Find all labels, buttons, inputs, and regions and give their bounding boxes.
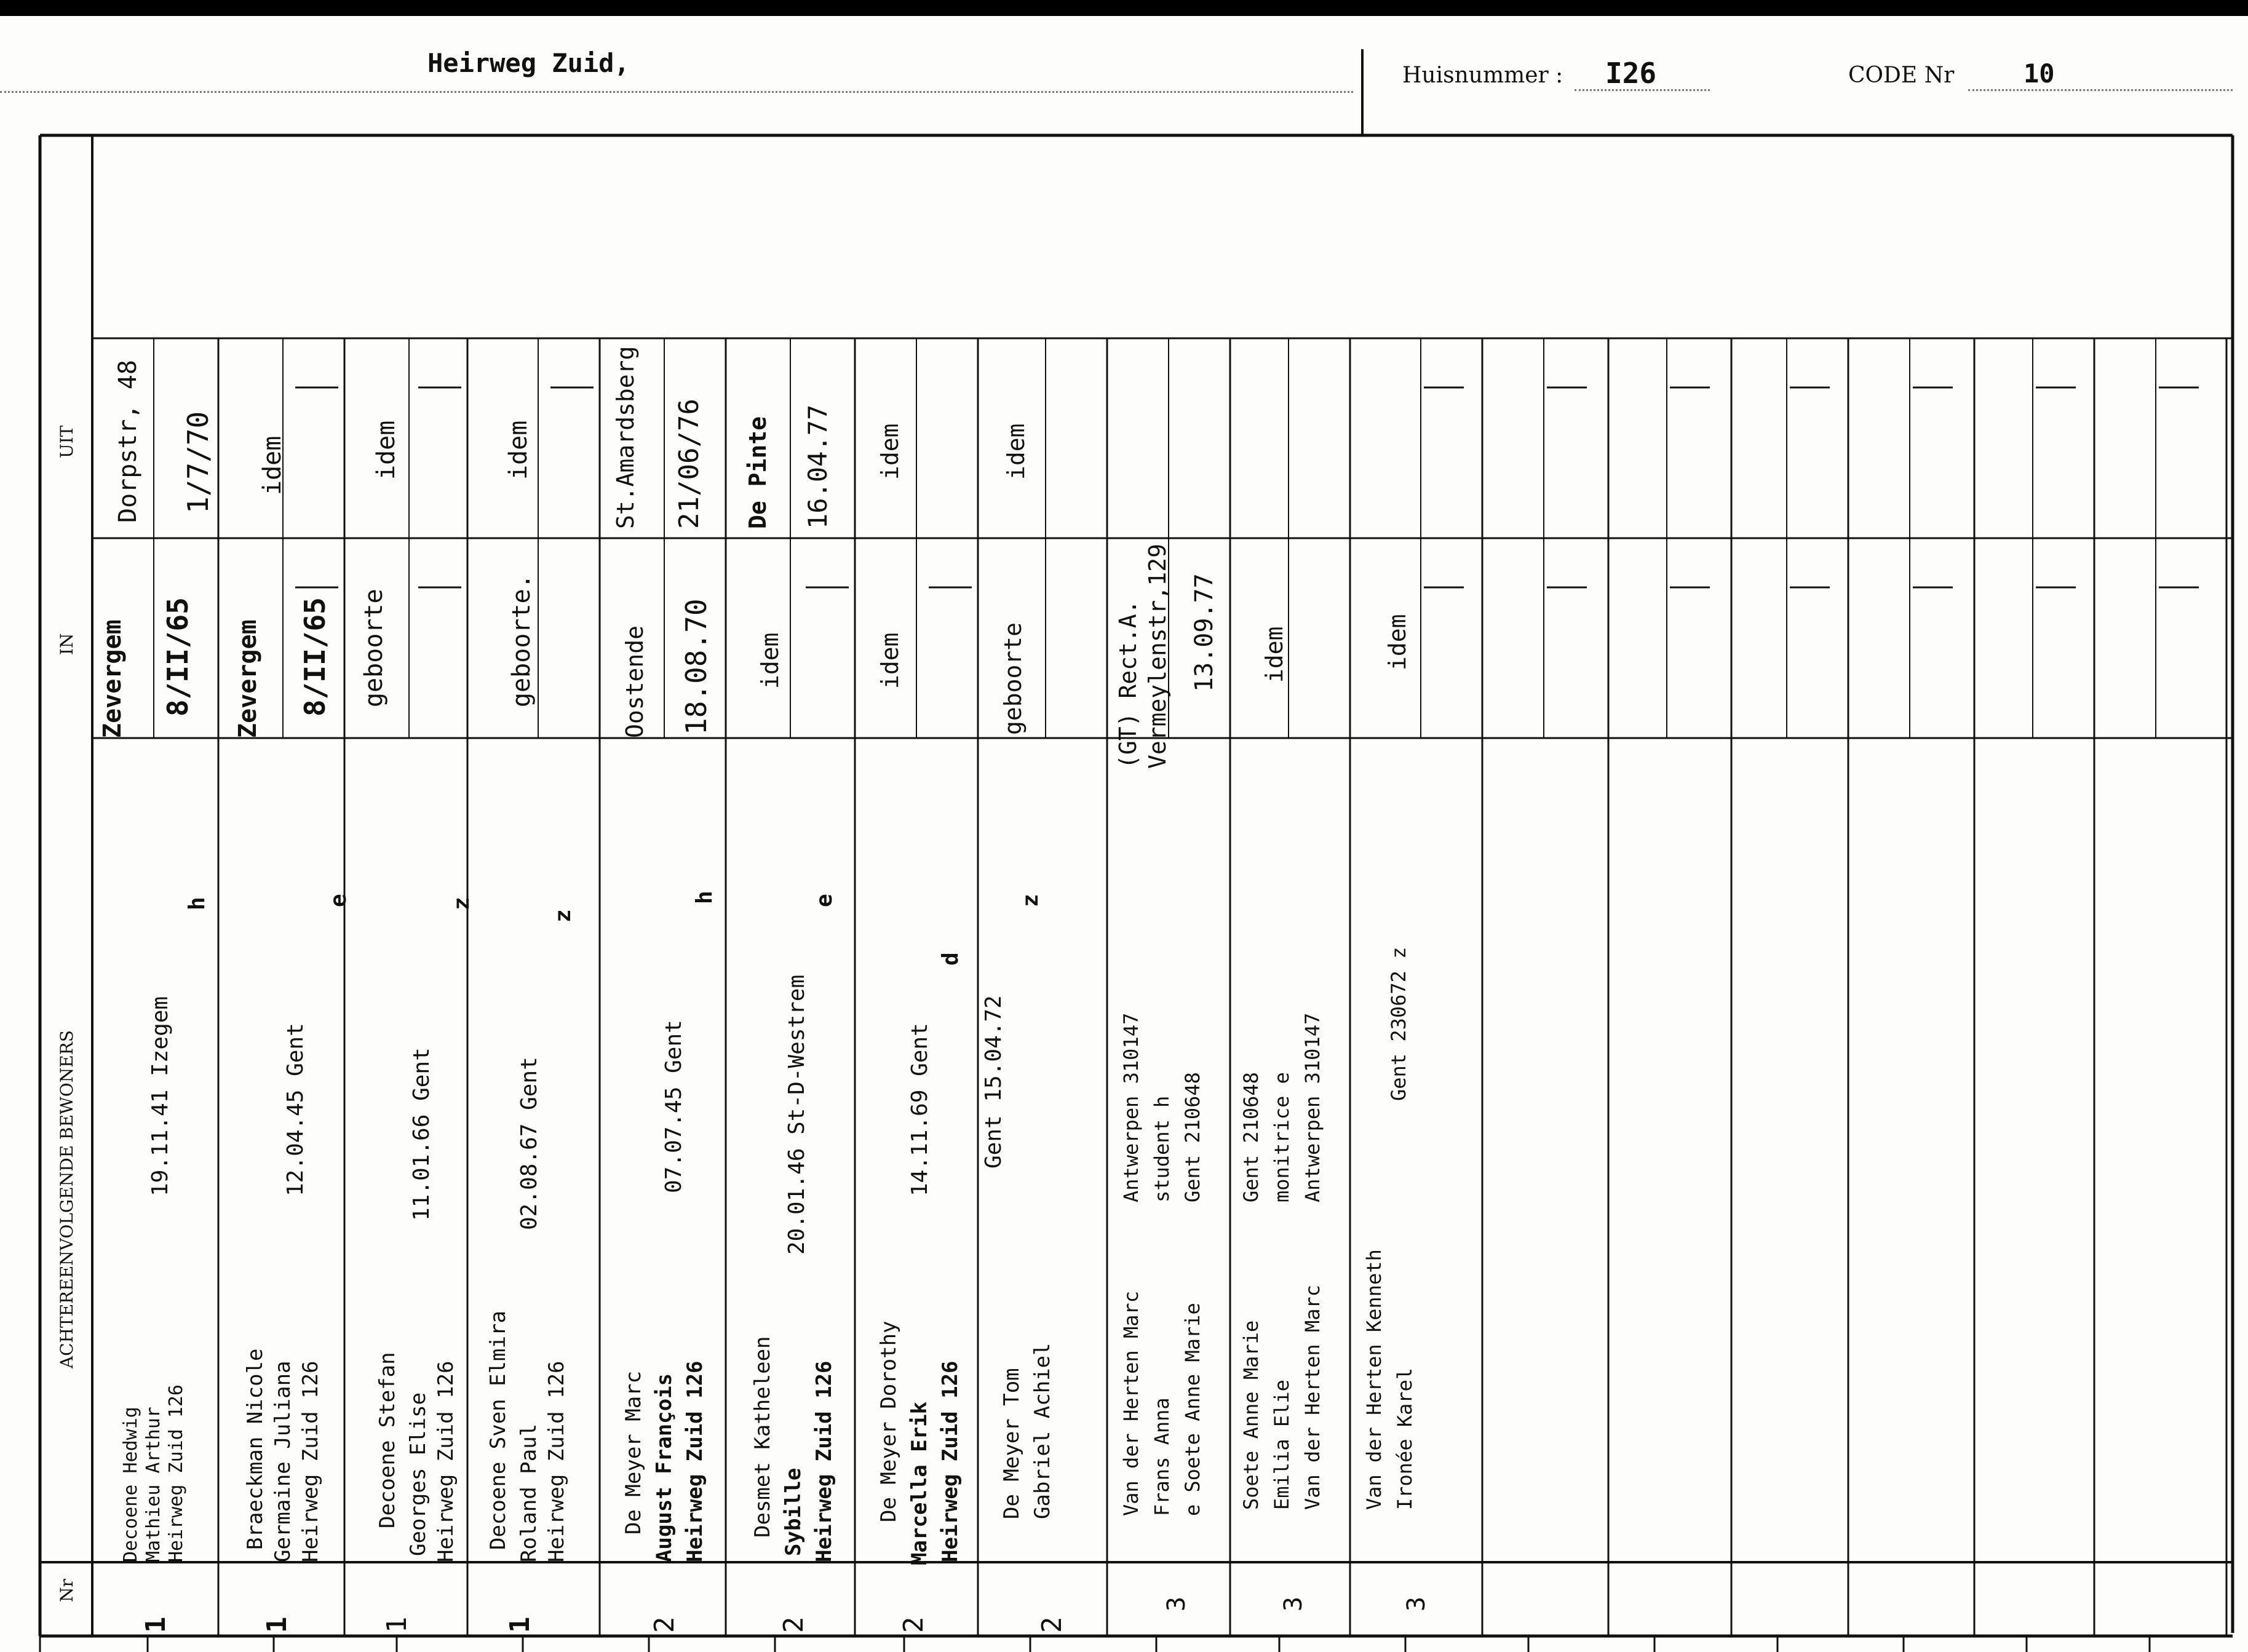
street-title: Heirweg Zuid, [427,48,630,78]
resident-name-line: e Soete Anne Marie [1181,1303,1204,1516]
entry-nr: 1 [140,1616,172,1633]
birth-info: 07.07.45 Gent [661,1020,686,1193]
resident-name-line: Marcella Erik [907,1401,932,1565]
resident-detail-line: Gent 210648 [1181,1072,1204,1202]
out-place: St.Amardsberg [612,346,639,529]
resident-detail-line: Gent 230672 z [1387,947,1410,1101]
out-date: 16.04.77 [803,404,833,529]
resident-name-line: Braeckman Nicole [243,1348,268,1550]
code-label: CODE Nr [1848,63,1955,88]
resident-name-line: Van der Herten Marc [1301,1284,1324,1510]
resident-name-line: Decoene Sven Elmira [486,1311,510,1550]
uit-row-label: UIT [57,425,77,458]
out-place: idem [372,420,400,480]
out-place: idem [1003,423,1030,480]
resident-name-line: Gabriel Achiel [1030,1343,1055,1519]
resident-name-line: Germaine Juliana [271,1360,295,1562]
entry-nr: 2 [1036,1616,1068,1633]
in-place: Zevergem [234,619,262,738]
entry-nr: 2 [898,1616,929,1633]
in-place: (GT) Rect.A. Vermeylenstr,129 [1114,543,1171,769]
entry-nr: 1 [504,1616,536,1633]
resident-address-line: Heirweg Zuid 126 [812,1360,836,1562]
resident-address-line: Heirweg Zuid 126 [938,1360,963,1562]
resident-name-line: Georges Elise [406,1392,431,1556]
resident-name-line: Sybille [781,1467,806,1556]
code-value: 10 [2024,58,2055,89]
house-number-value: I26 [1605,57,1657,90]
family-role-code: h [692,891,717,904]
out-place: idem [258,435,287,495]
in-place: Oostende [621,625,648,738]
resident-address-line: Heirweg Zuid 126 [544,1360,569,1562]
birth-info: 20.01.46 St-D-Westrem [784,974,809,1255]
in-place: geboorte. [507,574,536,707]
entry-nr: 3 [1402,1596,1431,1611]
resident-name-line: Emilia Elie [1270,1380,1293,1510]
out-place: De Pinte [744,416,771,529]
family-role-code: z [1018,894,1043,907]
resident-address-line: Heirweg Zuid 126 [165,1384,187,1562]
resident-detail-line: monitrice e [1270,1072,1293,1202]
in-place: idem [876,632,904,689]
in-place: idem [757,632,784,689]
birth-info: 11.01.66 Gent [409,1047,434,1221]
out-place: idem [504,420,533,480]
resident-name-line: Mathieu Arthur [143,1407,164,1562]
resident-name-line: De Meyer Dorothy [876,1320,901,1522]
in-date: 8/II/65 [161,597,194,717]
resident-name-line: Van der Herten Kenneth [1362,1249,1386,1510]
birth-info: Gent 15.04.72 [981,995,1006,1169]
in-place: idem [1261,626,1288,683]
in-place: Zevergem [98,619,127,738]
nr-row-label: Nr [57,1579,77,1602]
resident-address-line: Heirweg Zuid 126 [434,1360,458,1562]
entry-nr: 2 [778,1616,809,1633]
in-place: idem [1384,614,1411,670]
family-role-code: d [938,952,963,966]
residents-row-label: ACHTEREENVOLGENDE BEWONERS [57,1030,77,1368]
resident-name-line: August François [652,1373,677,1562]
resident-name-line: Roland Paul [517,1423,541,1562]
resident-name-line: Frans Anna [1150,1397,1174,1516]
resident-address-line: Heirweg Zuid 126 [683,1360,707,1562]
entry-nr: 2 [649,1616,680,1633]
in-row-label: IN [57,633,77,655]
house-number-label: Huisnummer : [1402,63,1563,88]
in-date: 18.08.70 [680,598,713,735]
birth-info: 14.11.69 Gent [907,1023,932,1196]
family-role-code: e [812,894,837,907]
birth-info: 19.11.41 Izegem [148,996,173,1196]
entry-nr: 3 [1279,1596,1308,1611]
resident-detail-line: Antwerpen 310147 [1301,1012,1324,1202]
out-place: idem [876,423,904,480]
family-role-code: e [326,894,351,907]
resident-name-line: De Meyer Tom [999,1368,1024,1519]
family-role-code: h [185,897,210,910]
resident-address-line: Heirweg Zuid 126 [298,1360,323,1562]
family-role-code: z [449,897,474,910]
resident-detail-line: student h [1150,1095,1174,1202]
entry-nr: 3 [1162,1596,1191,1611]
out-date: 1/7/70 [181,411,215,514]
resident-name-line: Ironée Karel [1393,1367,1416,1510]
resident-name-line: Decoene Stefan [375,1352,400,1528]
resident-name-line: De Meyer Marc [621,1370,646,1535]
resident-name-line: Van der Herten Marc [1119,1290,1143,1516]
resident-name-line: Decoene Hedwig [120,1407,141,1562]
birth-info: 12.04.45 Gent [283,1023,308,1196]
out-date: 21/06/76 [673,399,705,529]
out-place: Dorpstr, 48 [114,360,142,523]
in-place: geboorte [999,622,1027,735]
family-role-code: z [550,909,576,923]
birth-info: 02.08.67 Gent [517,1057,542,1230]
in-place: geboorte [360,589,388,707]
resident-name-line: Desmet Katheleen [750,1336,775,1538]
in-date: 8/II/65 [298,597,332,717]
resident-detail-line: Antwerpen 310147 [1119,1012,1143,1202]
in-date: 13.09.77 [1190,573,1218,692]
resident-detail-line: Gent 210648 [1239,1072,1263,1202]
entry-nr: 1 [261,1616,293,1633]
resident-name-line: Soete Anne Marie [1239,1320,1263,1510]
entry-nr: 1 [381,1616,413,1633]
